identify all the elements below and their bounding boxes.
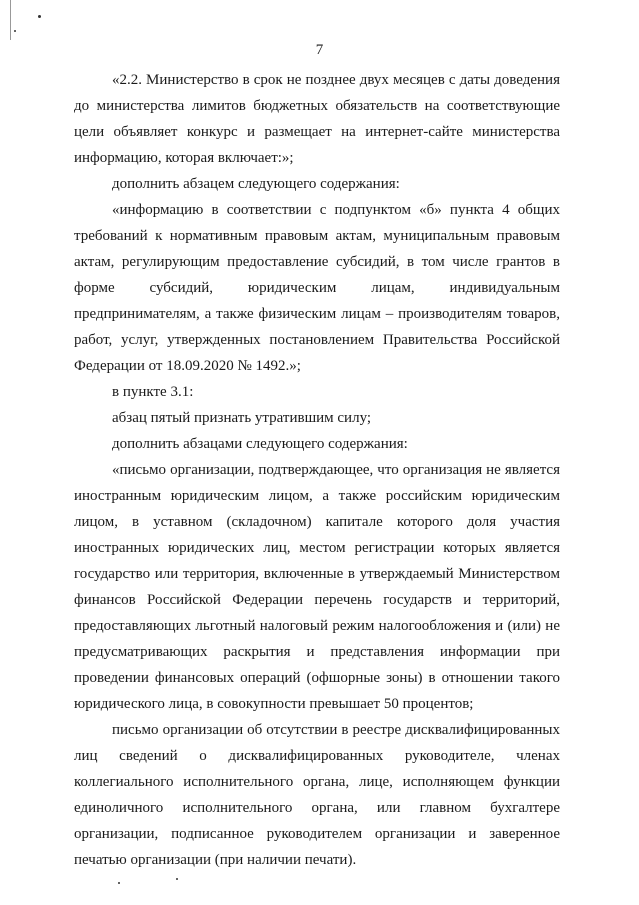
text-line: лицом, в уставном (складочном) капитале которого доля участия [74, 514, 560, 530]
text-line: письмо организации об отсутствии в реестре дисквалифицированных [112, 722, 560, 738]
text-line: «письмо организации, подтверждающее, что организация не является [112, 462, 560, 478]
text-line: абзац пятый признать утратившим силу; [112, 410, 372, 426]
text-line: работ, услуг, утвержденных постановлением Правительства Российской [74, 332, 560, 348]
text-line: актам, регулирующим предоставление субсидий, в том числе грантов в [74, 254, 560, 270]
text-line: цели объявляет конкурс и размещает на интернет-сайте министерства [74, 124, 560, 140]
text-line: информацию, которая включает:»; [74, 150, 294, 166]
text-line: коллегиального исполнительного органа, лице, исполняющем функции [74, 774, 560, 790]
text-line: форме субсидий, юридическим лицам, индивидуальным [74, 280, 560, 296]
text-line: дополнить абзацами следующего содержания: [112, 436, 408, 452]
text-line: проведении финансовых операций (офшорные зоны) в отношении такого [74, 670, 560, 686]
text-line: требований к нормативным правовым актам, муниципальным правовым [74, 228, 560, 244]
scan-speck [38, 15, 41, 18]
text-line: иностранным юридическим лицом, а также российским юридическим [74, 488, 560, 504]
text-line: государство или территория, включенные в утверждаемый Министерством [74, 566, 560, 582]
text-line: предпринимателям, а также физическим лицам – производителям товаров, [74, 306, 560, 322]
text-line: финансов Российской Федерации перечень государств и территорий, [74, 592, 560, 608]
scan-speck [118, 882, 120, 884]
text-line: иностранных юридических лиц, местом регистрации которых является [74, 540, 560, 556]
text-line: организации, подписанное руководителем организации и заверенное [74, 826, 560, 842]
scan-speck [176, 878, 178, 880]
text-line: лиц сведений о дисквалифицированных руководителе, членах [74, 748, 560, 764]
scan-speck [14, 30, 16, 32]
text-line: «2.2. Министерство в срок не позднее двух месяцев с даты доведения [112, 72, 560, 88]
scan-edge-mark [10, 0, 11, 40]
text-line: юридического лица, в совокупности превышает 50 процентов; [74, 696, 474, 712]
text-line: печатью организации (при наличии печати). [74, 852, 357, 868]
text-line: дополнить абзацем следующего содержания: [112, 176, 400, 192]
text-line: предусматривающих раскрытия и представления информации при [74, 644, 560, 660]
text-line: «информацию в соответствии с подпунктом «б» пункта 4 общих [112, 202, 560, 218]
text-line: в пункте 3.1: [112, 384, 194, 400]
text-line: предоставляющих льготный налоговый режим налогообложения и (или) не [74, 618, 560, 634]
page-number: 7 [315, 42, 324, 58]
text-line: до министерства лимитов бюджетных обязательств на соответствующие [74, 98, 560, 114]
text-line: Федерации от 18.09.2020 № 1492.»; [74, 358, 301, 374]
text-line: единоличного исполнительного органа, или главном бухгалтере [74, 800, 560, 816]
